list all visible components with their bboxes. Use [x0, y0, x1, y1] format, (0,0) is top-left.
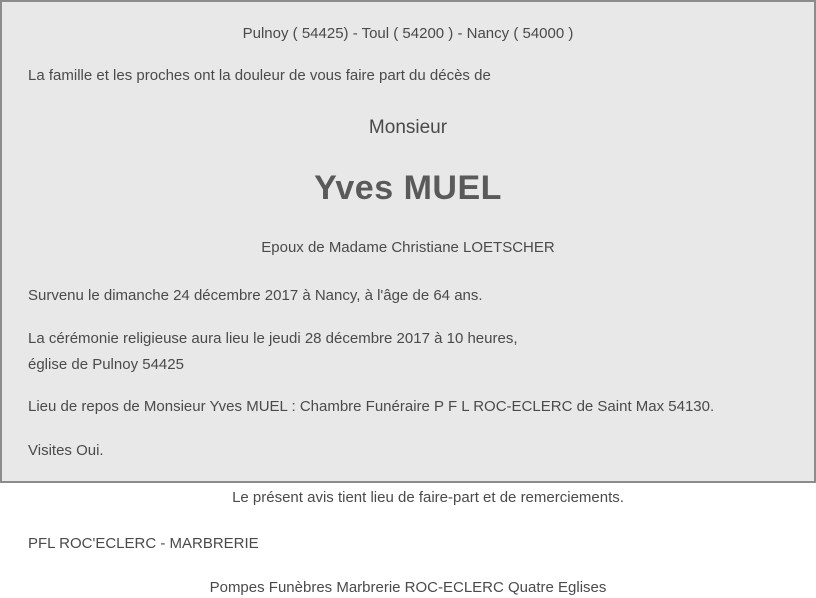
death-event-line: Survenu le dimanche 24 décembre 2017 à Nancy, à l'âge de 64 ans. [28, 287, 483, 305]
ceremony-line: La cérémonie religieuse aura lieu le jeudi 28 décembre 2017 à 10 heures, [28, 329, 518, 347]
footer-line: Pompes Funèbres Marbrerie ROC-ECLERC Quatre Eglises [209, 579, 607, 597]
resting-place-line: Lieu de repos de Monsieur Yves MUEL : Chambre Funéraire P F L ROC-ECLERC de Saint Max 54130. [28, 398, 715, 416]
intro-text: La famille et les proches ont la douleur de vous faire part du décès de [28, 67, 491, 85]
thanks-line: Le présent avis tient lieu de faire-part et de remerciements. [232, 488, 624, 506]
locations-line: Pulnoy ( 54425) - Toul ( 54200 ) - Nancy ( 54000 ) [242, 25, 574, 42]
visits-line: Visites Oui. [28, 442, 104, 460]
civility-title: Monsieur [368, 116, 448, 138]
church-line: église de Pulnoy 54425 [28, 355, 184, 373]
deceased-name: Yves MUEL [314, 169, 502, 208]
funeral-company-line: PFL ROC'ECLERC - MARBRERIE [28, 534, 259, 552]
spouse-line: Epoux de Madame Christiane LOETSCHER [261, 239, 555, 257]
